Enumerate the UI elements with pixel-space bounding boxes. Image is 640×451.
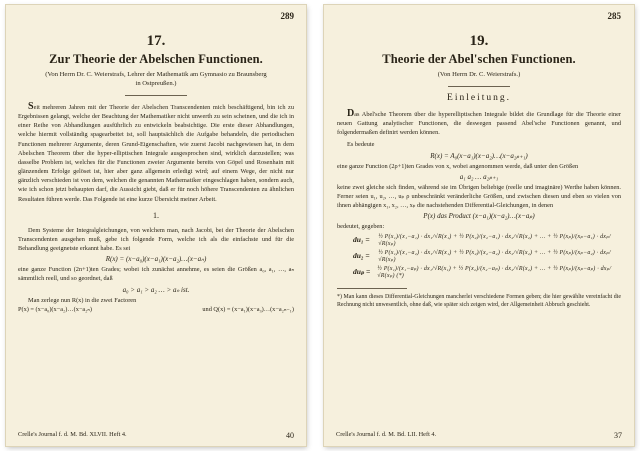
author-line [18,70,294,88]
equation-lhs: du₂ = [353,251,370,260]
signature-number: 40 [286,431,294,440]
drop-cap: S [28,101,34,112]
section-paragraph: Dem Systeme der Integralgleichungen, von welchem man, nach Jacobi, bei der Theorie der Abelschen Transcendenten ausgehen muß, gebe ich folgende Form, welche ich als die einfachste und für die Behandlung geeignetste erkannt habe. Es sei [18,226,294,253]
equation-lhs: duₚ = [353,267,371,276]
inequality-line: a₀ > a₁ > a₂ … > aₙ ist. [122,285,190,294]
article-number: 17. [146,33,166,49]
bedeutet-line: bedeutet, gegeben: [337,223,385,231]
equation-row [337,264,621,280]
factor-line: Man zerlege nun R(x) in die zwei Factoren [28,296,137,304]
right-page [324,5,634,446]
journal-reference: Crelle's Journal f. d. M. Bd. LII. Heft 4. [336,431,437,438]
article-number: 19. [469,33,489,49]
title-rule [125,95,187,96]
signature-number: 37 [614,431,622,440]
formula-Q: und Q(x) = (x−a₁)(x−a₃)…(x−a₂ₙ₋₁) [202,305,294,313]
footnote: *) Man kann dieses Differential-Gleichungen mancherlei verschiedene Formen geben; die hier gewählte vereinfacht die Rechnung nicht unwesentlich, ohne daß, wie später sich zeigen wird, der Allgemeinheit Abbruch geschieht. [337,293,621,308]
page-footer [336,431,622,440]
intro-text: eit mehreren Jahren mit der Theorie der Abelschen Transcendenten mich beschäftigend, bin ich zu Ergebnissen gelangt, welche der Beachtung der Mathematiker nicht unwerth zu sein scheinen, und die ich in einer Reihe von Abhandlungen ausführlich zu entwickeln beabsichtige. Die erste dieser Abhandlungen, welche hiermit vollständig spagearbeitet ist, soll hauptsächlich die Aufgabe behandeln, die periodischen Functionen mehrerer Argumente, deren Grund-Eigenschaften, wie zuerst Jacobi nachgewiesen hat, in dem Abelschen Theorem über die hyper-elliptischen Integrale ausgesprochen sind, wirklich darzustellen; was dasselbe Problem ist, welches für die Functionen zweier Argumente bereits von Göpel und Rosenhain mit glänzendem Erfolge gelöset ist, hier aber ganz allgemein erledigt wird; auf einem Wege, der nicht nur gänzlich verschieden ist von dem, welchen die genannten Mathematiker eingeschlagen haben, sondern auch, wie ich schon jetzt behaupten darf, die Aussicht giebt, daß er für noch höhere Transcendenten zu ähnlichen Resultaten führen werde. Das Folgende ist eine kurze Übersicht meiner Arbeit. [18,104,294,203]
formula-R: R(x) = (x−a₀)(x−a₁)(x−a₂)…(x−aₙ) [105,255,207,264]
values-paragraph: keine zwei gleiche sich finden, während sie im Übrigen beliebige (reelle und imaginäre) Werthe haben können. Ferner seien u₁, u₂, …, uₚ ρ unbeschränkt veränderliche Größen, und zwischen diesen und eben so vielen von ihnen abhängigen x₁, x₂, …, xₚ die nachstehenden Differential-Gleichungen, in denen [337,183,621,210]
section-heading: Einleitung. [447,93,511,103]
equation-system [337,232,621,280]
intro-paragraph [337,109,621,137]
formula-P: P(x) das Product (x−a₁)(x−a₂)…(x−aₚ) [423,212,535,221]
section-number: 1. [153,210,159,220]
function-paragraph: eine ganze Function (2ρ+1)ten Grades von x, wobei angenommen werde, daß unter den Größen [337,162,579,170]
intro-paragraph [18,102,294,204]
left-page [6,5,306,446]
author-line-1: (Von Herrn Dr. C. Weierstrafs, Lehrer der Mathematik am Gymnasio zu Braunsberg [45,71,267,78]
equation-lhs: du₁ = [353,235,370,244]
formula-P: P(x) = (x−a₀)(x−a₂)…(x−a₂ₙ) [18,305,93,313]
page-number: 285 [607,11,621,21]
equation-rhs: ½ P(x₁)/(x₁−a₁) · dx₁/√R(x₁) + ½ P(x₂)/(x₂−a₁) · dx₂/√R(x₂) + … + ½ P(xₚ)/(xₚ−a₁) · dxₚ/√R(xₚ) [378,233,611,247]
after-formula-paragraph: eine ganze Function (2n+1)ten Grades; wobei ich zunächst annehme, es seien die Größen a₀, a₁, …, aₙ sämmtlich reell, und so geordnet, daß [18,266,294,283]
sequence-line: a₁ a₂ … a₂ₚ₊₁ [459,172,499,181]
author-line-2: in Ostpreußen.) [135,80,177,87]
equation-rhs: ½ P(x₁)/(x₁−a₂) · dx₁/√R(x₁) + ½ P(x₂)/(x₂−a₂) · dx₂/√R(x₂) + … + ½ P(xₚ)/(xₚ−a₂) · dxₚ/√R(xₚ) [378,249,611,263]
formula-factors [18,305,294,314]
author-line: (Von Herrn Dr. C. Weierstrafs.) [437,71,521,78]
es-bedeute-line: Es bedeute [347,141,375,149]
equation-row [337,232,621,248]
article-title: Theorie der Abel'schen Functionen. [382,52,576,66]
equation-rhs: ½ P(x₁)/(x₁−aₚ) · dx₁/√R(x₁) + ½ P(x₂)/(x₂−aₚ) · dx₂/√R(x₂) + … + ½ P(xₚ)/(xₚ−aₚ) · dxₚ/√R(xₚ) (*) [377,265,612,279]
page-footer [18,431,294,440]
intro-text: as Abel'sche Theorem über die hyperelliptischen Integrale bildet die Grundlage für die Theorie einer neuen Gattung analytischer Functionen, die deswegen passend Abel'sche Functionen genannt, und folgendermaßen definirt werden können. [337,111,621,137]
journal-reference: Crelle's Journal f. d. M. Bd. XLVII. Heft 4. [18,431,127,438]
page-number: 289 [280,11,294,21]
equation-row [337,248,621,264]
formula-R: R(x) = A₀(x−a₁)(x−a₂)…(x−a₂ₚ₊₁) [430,151,528,160]
title-rule [448,86,510,87]
drop-cap: D [347,108,355,119]
article-title: Zur Theorie der Abelschen Functionen. [49,52,263,66]
footnote-rule [337,288,407,289]
